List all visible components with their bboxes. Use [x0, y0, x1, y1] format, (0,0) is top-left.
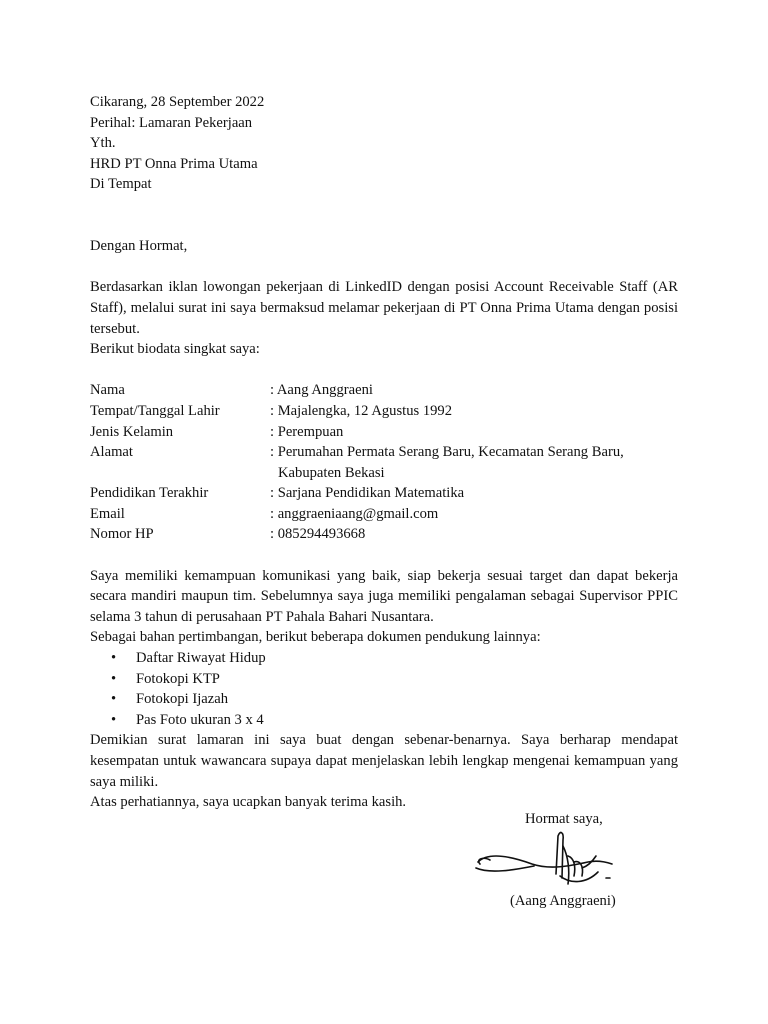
- list-item-text: Daftar Riwayat Hidup: [136, 650, 266, 667]
- biodata-table: [90, 380, 678, 545]
- biodata-row: [90, 422, 678, 443]
- biodata-label: Pendidikan Terakhir: [90, 485, 209, 502]
- biodata-value: : Majalengka, 12 Agustus 1992: [270, 402, 453, 419]
- handwritten-signature-icon: [470, 826, 620, 896]
- biodata-label: Tempat/Tanggal Lahir: [90, 402, 220, 419]
- address-line-1: : Perumahan Permata Serang Baru, Kecamatan Serang Baru,: [270, 444, 624, 461]
- address-line-2: Kabupaten Bekasi: [278, 464, 385, 481]
- list-item-text: Fotokopi KTP: [136, 670, 220, 687]
- list-item: [111, 689, 678, 710]
- biodata-value: : 085294493668: [270, 526, 366, 543]
- place-date: Cikarang, 28 September 2022: [90, 94, 265, 110]
- experience-paragraph: Saya memiliki kemampuan komunikasi yang baik, siap bekerja sesuai target dan dapat bekerja secara mandiri maupun tim. Sebelumnya saya juga memiliki pengalaman sebagai Supervisor PPIC selama 3 tahun di perusahaan PT Pahala Bahari Nusantara.: [90, 567, 678, 625]
- signatory-name: (Aang Anggraeni): [510, 893, 616, 909]
- biodata-label: Nama: [90, 382, 125, 399]
- bullet-icon: •: [111, 650, 117, 667]
- biodata-row: [90, 442, 678, 483]
- recipient-name: HRD PT Onna Prima Utama: [90, 155, 258, 172]
- thanks-line: Atas perhatiannya, saya ucapkan banyak terima kasih.: [90, 794, 407, 811]
- documents-list: [90, 648, 678, 730]
- recipient-honorific: Yth.: [90, 135, 116, 152]
- closing-paragraph: Demikian surat lamaran ini saya buat dengan sebenar-benarnya. Saya berharap mendapat kesempatan untuk wawancara supaya dapat menjelaskan lebih lengkap mengenai kemampuan yang saya miliki.: [90, 732, 678, 790]
- list-item: [111, 669, 678, 690]
- biodata-value: [270, 442, 678, 483]
- biodata-label: Alamat: [90, 444, 133, 461]
- subject-line: Perihal: Lamaran Pekerjaan: [90, 114, 253, 131]
- closing-greeting: Hormat saya,: [525, 811, 603, 827]
- bullet-icon: •: [111, 691, 117, 708]
- biodata-row: [90, 401, 678, 422]
- bullet-icon: •: [111, 670, 117, 687]
- letter-body: [90, 92, 678, 813]
- biodata-value: : Sarjana Pendidikan Matematika: [270, 485, 465, 502]
- biodata-value: : Perempuan: [270, 423, 344, 440]
- list-item: [111, 710, 678, 731]
- biodata-value: : Aang Anggraeni: [270, 382, 373, 399]
- biodata-label: Jenis Kelamin: [90, 423, 174, 440]
- biodata-row: [90, 524, 678, 545]
- list-item-text: Fotokopi Ijazah: [136, 691, 229, 708]
- salutation: Dengan Hormat,: [90, 238, 188, 255]
- recipient-location: Di Tempat: [90, 176, 152, 193]
- biodata-intro: Berikut biodata singkat saya:: [90, 341, 260, 358]
- bullet-icon: •: [111, 711, 117, 728]
- list-item-text: Pas Foto ukuran 3 x 4: [136, 711, 264, 728]
- biodata-row: [90, 504, 678, 525]
- biodata-row: [90, 380, 678, 401]
- biodata-label: Nomor HP: [90, 526, 154, 543]
- biodata-value: : anggraeniaang@gmail.com: [270, 505, 439, 522]
- biodata-label: Email: [90, 505, 125, 522]
- documents-intro: Sebagai bahan pertimbangan, berikut beberapa dokumen pendukung lainnya:: [90, 629, 541, 646]
- biodata-row: [90, 483, 678, 504]
- list-item: [111, 648, 678, 669]
- intro-paragraph: Berdasarkan iklan lowongan pekerjaan di LinkedID dengan posisi Account Receivable Staff (AR Staff), melalui surat ini saya bermaksud melamar pekerjaan di PT Onna Prima Utama dengan posisi tersebut.: [90, 279, 678, 337]
